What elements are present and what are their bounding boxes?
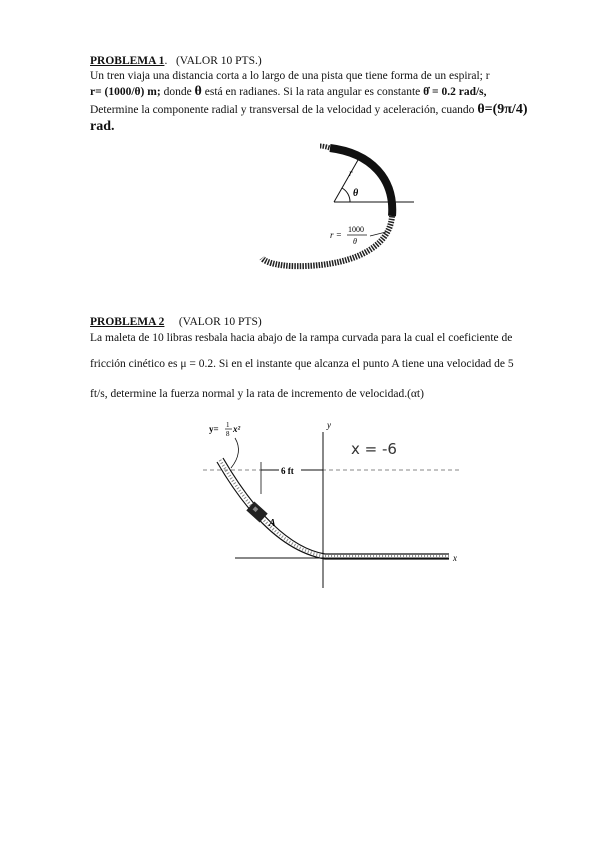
fig2-eq-leader — [231, 438, 238, 468]
fig2-point-a: A — [269, 518, 276, 529]
spiral-track — [262, 216, 392, 266]
p1-theta: θ — [194, 84, 202, 99]
p2-ramp-figure — [195, 418, 465, 598]
fig1-eq-r: r = — [330, 230, 342, 240]
fig2-eq-num: 1 — [226, 421, 230, 429]
p1-heading — [90, 54, 262, 68]
spiral-track-dark — [330, 148, 392, 216]
p2-title: PROBLEMA 2 — [90, 316, 165, 328]
p2-line3: ft/s, determine la fuerza normal y la rata de incremento de velocidad.(αt) — [90, 388, 424, 400]
p1-value: (VALOR 10 PTS.) — [175, 55, 262, 67]
fig2-handwritten-note: x = -6 — [351, 440, 397, 458]
p1-rate: θ̇ = 0.2 rad/s, — [423, 86, 487, 98]
p1-eq-r: r= (1000/θ) m; — [90, 86, 161, 98]
spiral-track-top — [320, 146, 330, 148]
angle-arc — [342, 188, 350, 202]
p1-title: PROBLEMA 1 — [90, 55, 165, 67]
fig1-eq-den: θ — [353, 237, 357, 246]
fig2-eq-x: x² — [233, 424, 241, 434]
p1-line2-text2: está en radianes. Si la rata angular es constante — [201, 86, 424, 98]
p1-line1: Un tren viaja una distancia corta a lo largo de una pista que tiene forma de un espiral; r — [90, 70, 490, 82]
p1-title-dot: . — [164, 55, 168, 67]
fig1-theta-label: θ — [353, 188, 359, 199]
fig2-axis-y: y — [327, 420, 331, 430]
fig2-axis-x: x — [453, 553, 457, 563]
fig1-r-label: r — [349, 168, 353, 178]
p1-theta-value: θ=(9π/4) — [477, 102, 528, 117]
fig2-dist: 6 ft — [281, 466, 294, 476]
p1-spiral-figure — [250, 138, 430, 278]
fig2-eq-y: y= — [209, 424, 219, 434]
p1-line3-text: Determine la componente radial y transversal de la velocidad y aceleración, cuando — [90, 104, 478, 116]
fig1-eq-num: 1000 — [348, 225, 364, 234]
suitcase — [246, 502, 267, 523]
fig2-eq-den: 8 — [226, 430, 230, 438]
p2-line2: fricción cinético es μ = 0.2. Si en el instante que alcanza el punto A tiene una velocidad de 5 — [90, 358, 514, 370]
p2-line1: La maleta de 10 libras resbala hacia abajo de la rampa curvada para la cual el coeficiente de — [90, 332, 513, 344]
p2-value: (VALOR 10 PTS) — [178, 316, 262, 328]
p2-heading — [90, 315, 262, 329]
p1-line4: rad. — [90, 119, 115, 134]
p1-line2 — [90, 85, 487, 99]
p1-line3 — [90, 103, 527, 117]
p1-line2-text: donde — [160, 86, 195, 98]
